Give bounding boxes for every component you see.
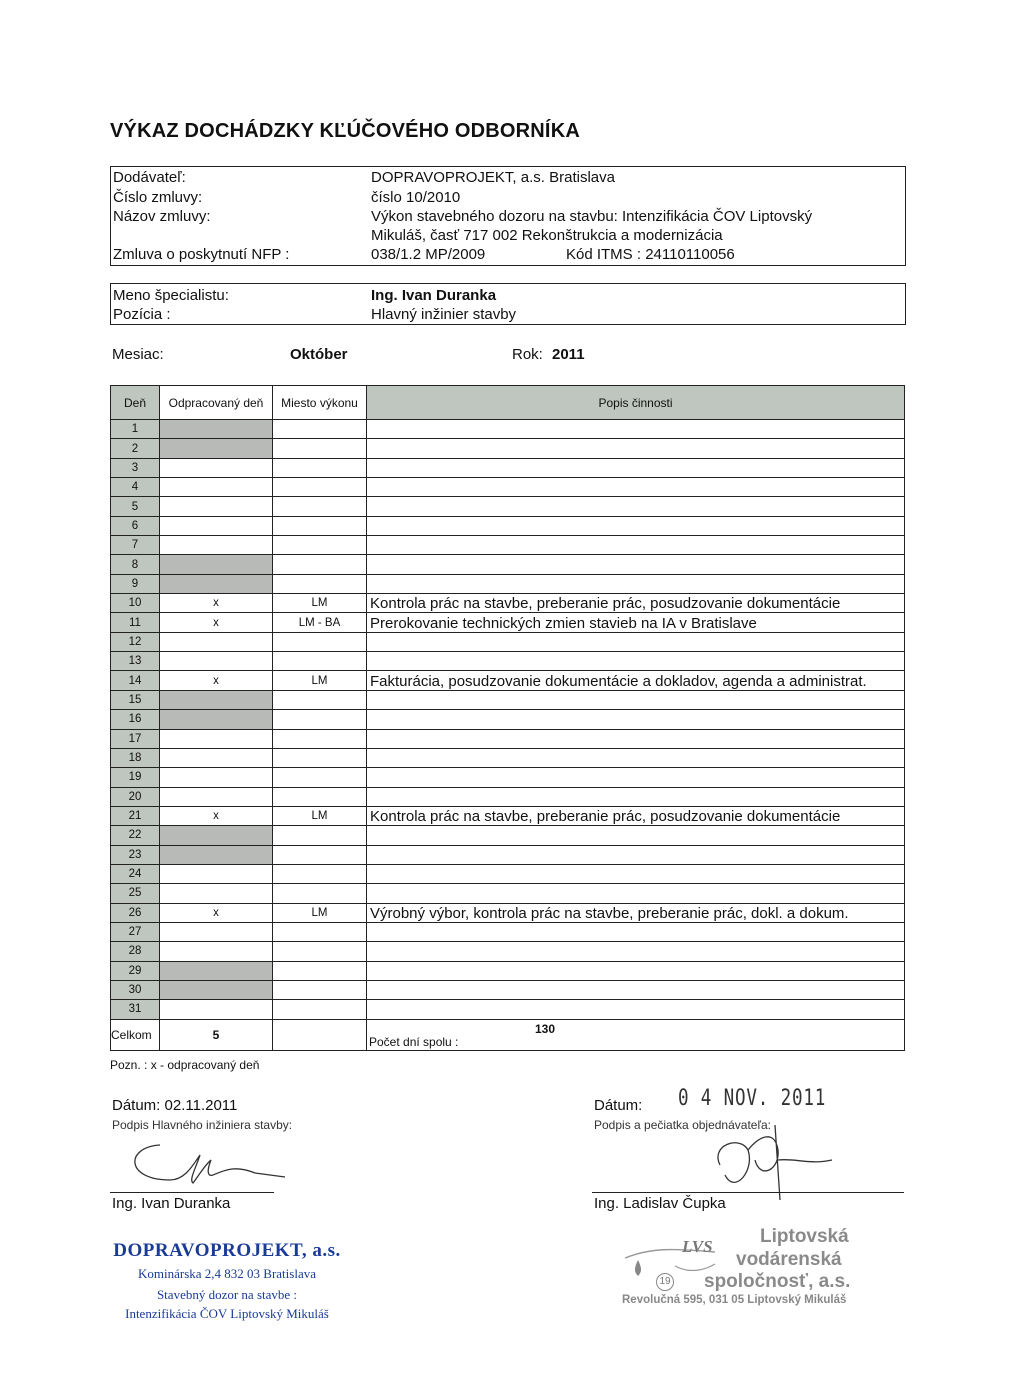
- description-cell: Prerokovanie technických zmien stavieb na IA v Bratislave: [367, 613, 905, 632]
- day-cell: 19: [111, 768, 160, 787]
- worked-cell: [160, 536, 273, 555]
- worked-cell: x: [160, 671, 273, 690]
- table-row: [111, 710, 905, 729]
- worked-cell: [160, 497, 273, 516]
- worked-cell: x: [160, 806, 273, 825]
- place-cell: LM: [273, 903, 367, 922]
- description-cell: [367, 961, 905, 980]
- table-row: [111, 690, 905, 709]
- nfp-value: 038/1.2 MP/2009: [371, 246, 486, 263]
- table-row: [111, 478, 905, 497]
- right-date-label: Dátum:: [594, 1097, 643, 1114]
- description-cell: [367, 787, 905, 806]
- day-cell: 22: [111, 826, 160, 845]
- worked-cell: [160, 710, 273, 729]
- place-cell: [273, 748, 367, 767]
- description-cell: Fakturácia, posudzovanie dokumentácie a dokladov, agenda a administrat.: [367, 671, 905, 690]
- place-cell: [273, 420, 367, 439]
- stamp-address-lvs: Revolučná 595, 031 05 Liptovský Mikuláš: [622, 1294, 847, 1306]
- day-cell: 9: [111, 574, 160, 593]
- day-cell: 8: [111, 555, 160, 574]
- stamp-dopravoprojekt: [112, 1240, 342, 1322]
- description-cell: Kontrola prác na stavbe, preberanie prác, posudzovanie dokumentácie: [367, 594, 905, 613]
- year-label: Rok:: [512, 346, 543, 363]
- place-cell: [273, 1000, 367, 1019]
- description-cell: [367, 420, 905, 439]
- header-day: Deň: [111, 386, 160, 420]
- place-cell: [273, 574, 367, 593]
- day-cell: 20: [111, 787, 160, 806]
- day-cell: 17: [111, 729, 160, 748]
- table-row: [111, 729, 905, 748]
- description-cell: [367, 690, 905, 709]
- month-value: Október: [290, 346, 348, 363]
- table-row: [111, 632, 905, 651]
- stamp-liptovska: Liptovská: [760, 1226, 849, 1247]
- stamp-spolocnost: spoločnosť, a.s.: [704, 1271, 851, 1292]
- place-cell: LM: [273, 671, 367, 690]
- attendance-table: [110, 385, 905, 1051]
- lvs-logo-text: LVS: [682, 1237, 713, 1256]
- stamp-line3: Stavebný dozor na stavbe :: [156, 1287, 298, 1302]
- total-blank: [273, 1019, 367, 1050]
- total-label: Celkom: [111, 1019, 160, 1050]
- contract-name-line1: Výkon stavebného dozoru na stavbu: Intenzifikácia ČOV Liptovský: [371, 208, 813, 225]
- day-cell: 30: [111, 980, 160, 999]
- worked-cell: [160, 478, 273, 497]
- day-cell: 7: [111, 536, 160, 555]
- day-cell: 2: [111, 439, 160, 458]
- day-cell: 24: [111, 864, 160, 883]
- day-cell: 23: [111, 845, 160, 864]
- right-signature-caption: Podpis a pečiatka objednávateľa:: [594, 1118, 771, 1132]
- left-date: Dátum: 02.11.2011: [112, 1097, 238, 1114]
- place-cell: [273, 652, 367, 671]
- contract-name-label: Názov zmluvy:: [113, 208, 211, 225]
- description-cell: [367, 497, 905, 516]
- contract-number-value: číslo 10/2010: [371, 189, 461, 206]
- day-cell: 12: [111, 632, 160, 651]
- place-cell: [273, 922, 367, 941]
- table-row: [111, 671, 905, 690]
- table-row: [111, 768, 905, 787]
- day-cell: 25: [111, 884, 160, 903]
- table-row: [111, 555, 905, 574]
- left-signature-caption: Podpis Hlavného inžiniera stavby:: [112, 1118, 293, 1132]
- place-cell: LM: [273, 806, 367, 825]
- table-row: [111, 826, 905, 845]
- table-header-row: [111, 386, 905, 420]
- table-row: [111, 516, 905, 535]
- specialist-name-value: Ing. Ivan Duranka: [371, 287, 497, 304]
- days-total-value: 130: [535, 1021, 556, 1036]
- description-cell: [367, 768, 905, 787]
- table-row: [111, 980, 905, 999]
- table-row: [111, 439, 905, 458]
- day-cell: 31: [111, 1000, 160, 1019]
- header-description: Popis činnosti: [367, 386, 905, 420]
- worked-cell: x: [160, 594, 273, 613]
- day-cell: 29: [111, 961, 160, 980]
- table-row: [111, 942, 905, 961]
- table-row: [111, 845, 905, 864]
- worked-cell: [160, 748, 273, 767]
- description-cell: [367, 574, 905, 593]
- worked-cell: [160, 420, 273, 439]
- worked-cell: [160, 690, 273, 709]
- worked-cell: [160, 961, 273, 980]
- description-cell: [367, 845, 905, 864]
- header-place: Miesto výkonu: [273, 386, 367, 420]
- description-cell: [367, 1000, 905, 1019]
- description-cell: [367, 922, 905, 941]
- worked-cell: [160, 516, 273, 535]
- days-total-cell: [367, 1019, 905, 1050]
- stamp-vodarenska: vodárenská: [736, 1249, 842, 1270]
- supplier-label: Dodávateľ:: [113, 169, 186, 186]
- stamp-number: 19: [659, 1276, 671, 1287]
- day-cell: 6: [111, 516, 160, 535]
- day-cell: 10: [111, 594, 160, 613]
- place-cell: [273, 690, 367, 709]
- day-cell: 13: [111, 652, 160, 671]
- day-cell: 26: [111, 903, 160, 922]
- table-row: [111, 652, 905, 671]
- description-cell: [367, 729, 905, 748]
- place-cell: [273, 536, 367, 555]
- left-signer-name: Ing. Ivan Duranka: [112, 1195, 231, 1212]
- worked-cell: [160, 942, 273, 961]
- stamp-line4: Intenzifikácia ČOV Liptovský Mikuláš: [125, 1306, 329, 1321]
- table-row: [111, 864, 905, 883]
- place-cell: [273, 458, 367, 477]
- description-cell: [367, 632, 905, 651]
- table-row: [111, 594, 905, 613]
- place-cell: [273, 497, 367, 516]
- nfp-label: Zmluva o poskytnutí NFP :: [113, 246, 290, 263]
- stamp-address: Kominárska 2,4 832 03 Bratislava: [138, 1266, 316, 1281]
- place-cell: [273, 942, 367, 961]
- table-row: [111, 787, 905, 806]
- stamp-company: DOPRAVOPROJEKT, a.s.: [113, 1240, 341, 1261]
- place-cell: [273, 439, 367, 458]
- description-cell: [367, 536, 905, 555]
- worked-cell: [160, 980, 273, 999]
- day-cell: 14: [111, 671, 160, 690]
- month-label: Mesiac:: [112, 346, 164, 363]
- worked-cell: [160, 1000, 273, 1019]
- place-cell: [273, 864, 367, 883]
- worked-cell: x: [160, 903, 273, 922]
- right-signer-name: Ing. Ladislav Čupka: [594, 1195, 726, 1212]
- stamp-number-circle: [656, 1273, 674, 1291]
- place-cell: [273, 787, 367, 806]
- description-cell: [367, 652, 905, 671]
- days-total-label: Počet dní spolu :: [369, 1034, 459, 1049]
- description-cell: [367, 478, 905, 497]
- position-value: Hlavný inžinier stavby: [371, 306, 517, 323]
- left-handwritten-signature: [115, 1135, 315, 1190]
- worked-cell: [160, 729, 273, 748]
- note: Pozn. : x - odpracovaný deň: [110, 1058, 260, 1072]
- day-cell: 18: [111, 748, 160, 767]
- worked-cell: [160, 632, 273, 651]
- description-cell: [367, 884, 905, 903]
- supplier-value: DOPRAVOPROJEKT, a.s. Bratislava: [371, 169, 615, 186]
- place-cell: [273, 961, 367, 980]
- place-cell: [273, 729, 367, 748]
- place-cell: [273, 555, 367, 574]
- table-row: [111, 420, 905, 439]
- day-cell: 21: [111, 806, 160, 825]
- worked-cell: [160, 826, 273, 845]
- table-row: [111, 497, 905, 516]
- worked-cell: x: [160, 613, 273, 632]
- page-title: VÝKAZ DOCHÁDZKY KĽÚČOVÉHO ODBORNÍKA: [110, 120, 580, 142]
- worked-cell: [160, 787, 273, 806]
- total-row: [111, 1019, 905, 1050]
- place-cell: [273, 884, 367, 903]
- table-row: [111, 903, 905, 922]
- right-signature-line: [592, 1192, 904, 1193]
- day-cell: 16: [111, 710, 160, 729]
- table-row: [111, 922, 905, 941]
- place-cell: [273, 516, 367, 535]
- worked-cell: [160, 864, 273, 883]
- place-cell: [273, 768, 367, 787]
- place-cell: LM - BA: [273, 613, 367, 632]
- day-cell: 4: [111, 478, 160, 497]
- total-value: 5: [160, 1019, 273, 1050]
- day-cell: 1: [111, 420, 160, 439]
- worked-cell: [160, 845, 273, 864]
- place-cell: [273, 826, 367, 845]
- left-signature-line: [110, 1192, 274, 1193]
- description-cell: [367, 942, 905, 961]
- description-cell: [367, 864, 905, 883]
- worked-cell: [160, 555, 273, 574]
- place-cell: [273, 632, 367, 651]
- place-cell: [273, 980, 367, 999]
- worked-cell: [160, 884, 273, 903]
- description-cell: Výrobný výbor, kontrola prác na stavbe, preberanie prác, dokl. a dokum.: [367, 903, 905, 922]
- right-date-stamp: 0 4 NOV. 2011: [678, 1086, 827, 1111]
- day-cell: 11: [111, 613, 160, 632]
- worked-cell: [160, 768, 273, 787]
- day-cell: 5: [111, 497, 160, 516]
- table-row: [111, 613, 905, 632]
- stamp-lvs: [620, 1222, 890, 1322]
- place-cell: [273, 845, 367, 864]
- table-row: [111, 884, 905, 903]
- description-cell: [367, 748, 905, 767]
- place-cell: [273, 478, 367, 497]
- description-cell: [367, 826, 905, 845]
- table-row: [111, 806, 905, 825]
- worked-cell: [160, 652, 273, 671]
- worked-cell: [160, 439, 273, 458]
- table-row: [111, 536, 905, 555]
- header-worked: Odpracovaný deň: [160, 386, 273, 420]
- place-cell: [273, 710, 367, 729]
- day-cell: 3: [111, 458, 160, 477]
- day-cell: 27: [111, 922, 160, 941]
- description-cell: [367, 555, 905, 574]
- table-row: [111, 1000, 905, 1019]
- description-cell: [367, 458, 905, 477]
- description-cell: [367, 439, 905, 458]
- place-cell: LM: [273, 594, 367, 613]
- contract-name-line2: Mikuláš, časť 717 002 Rekonštrukcia a modernizácia: [371, 227, 723, 244]
- day-cell: 28: [111, 942, 160, 961]
- description-cell: [367, 980, 905, 999]
- description-cell: [367, 516, 905, 535]
- table-row: [111, 574, 905, 593]
- worked-cell: [160, 574, 273, 593]
- description-cell: Kontrola prác na stavbe, preberanie prác, posudzovanie dokumentácie: [367, 806, 905, 825]
- contract-number-label: Číslo zmluvy:: [113, 189, 203, 206]
- table-row: [111, 458, 905, 477]
- specialist-name-label: Meno špecialistu:: [113, 287, 229, 304]
- worked-cell: [160, 458, 273, 477]
- year-value: 2011: [552, 346, 585, 363]
- worked-cell: [160, 922, 273, 941]
- table-row: [111, 961, 905, 980]
- table-row: [111, 748, 905, 767]
- description-cell: [367, 710, 905, 729]
- position-label: Pozícia :: [113, 306, 171, 323]
- itms-code: Kód ITMS : 24110110056: [566, 246, 735, 263]
- day-cell: 15: [111, 690, 160, 709]
